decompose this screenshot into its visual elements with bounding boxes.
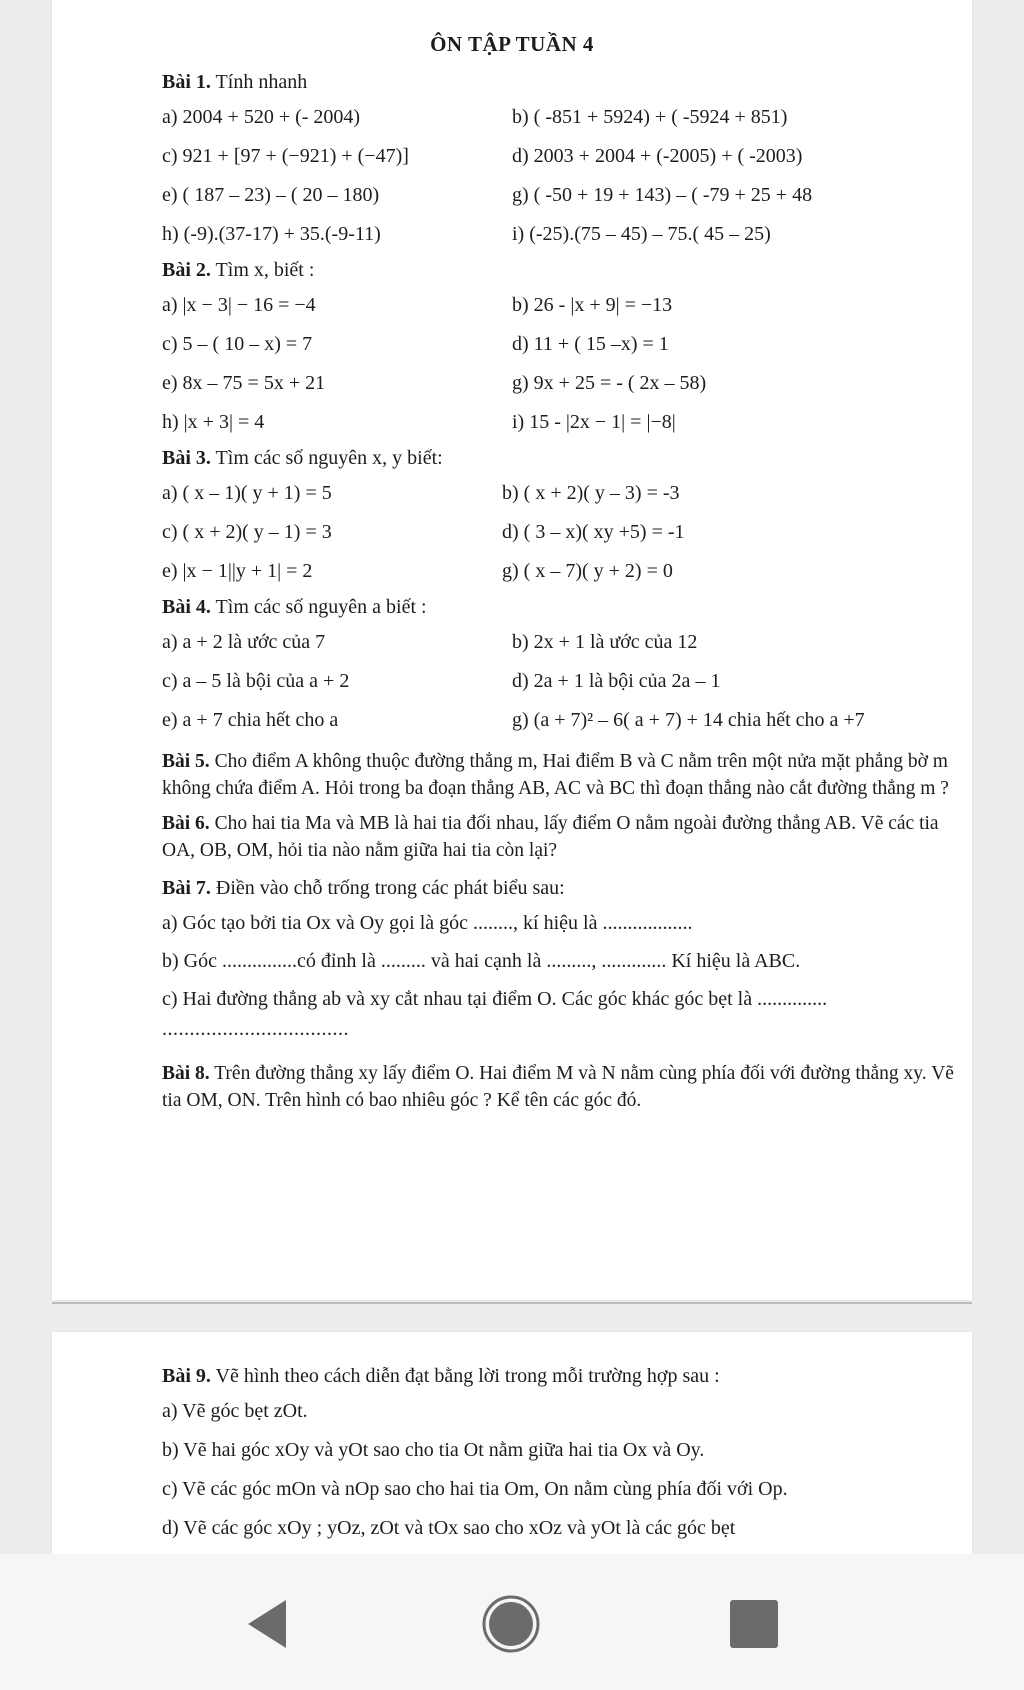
- exercise-1-item-i: i) (-25).(75 – 45) – 75.( 45 – 25): [512, 223, 771, 245]
- exercise-4-row: [162, 623, 962, 662]
- exercise-5: [162, 748, 962, 802]
- android-navigation-bar: [0, 1554, 1024, 1690]
- exercise-6-text: Cho hai tia Ma và MB là hai tia đối nhau, lấy điểm O nằm ngoài đường thẳng AB. Vẽ các tia OA, OB, OM, hỏi tia nào nằm giữa hai tia còn lại?: [162, 813, 939, 861]
- exercise-2-item-g: g) 9x + 25 = - ( 2x – 58): [512, 372, 707, 394]
- exercise-2-item-h: h) |x + 3| = 4: [162, 411, 265, 433]
- exercise-1-title: Tính nhanh: [210, 71, 308, 93]
- exercise-9-item-a: a) Vẽ góc bẹt zOt.: [162, 1400, 308, 1422]
- exercise-4-row: [162, 701, 962, 740]
- exercise-4-heading: [162, 591, 962, 623]
- exercise-2-title: Tìm x, biết :: [210, 259, 315, 281]
- exercise-3-row: [162, 513, 962, 552]
- exercise-3-label: Bài 3.: [162, 447, 211, 469]
- home-circle-icon[interactable]: [481, 1594, 541, 1654]
- exercise-2-row: [162, 364, 962, 403]
- exercise-7-item-b: b) Góc ...............có đỉnh là ......... và hai cạnh là ........., ............. Kí hiệu là ABC.: [162, 950, 801, 972]
- exercise-6: [162, 810, 962, 864]
- back-triangle-icon[interactable]: [238, 1594, 298, 1654]
- exercise-4-item-d: d) 2a + 1 là bội của 2a – 1: [512, 670, 721, 692]
- exercise-8-label: Bài 8.: [162, 1063, 210, 1084]
- worksheet-content: [162, 66, 962, 1122]
- exercise-3-item-a: a) ( x – 1)( y + 1) = 5: [162, 482, 332, 504]
- exercise-1-item-a: a) 2004 + 520 + (- 2004): [162, 106, 361, 128]
- exercise-2-item-b: b) 26 - |x + 9| = −13: [512, 294, 673, 316]
- exercise-1-item-b: b) ( -851 + 5924) + ( -5924 + 851): [512, 106, 788, 128]
- exercise-1-item-e: e) ( 187 – 23) – ( 20 – 180): [162, 184, 380, 206]
- exercise-1-label: Bài 1.: [162, 71, 211, 93]
- exercise-7-heading: [162, 872, 962, 904]
- worksheet-title: ÔN TẬP TUẦN 4: [430, 32, 594, 56]
- spacer: [162, 1040, 962, 1052]
- exercise-1-item-c: c) 921 + [97 + (−921) + (−47)]: [162, 145, 409, 167]
- exercise-3-item-c: c) ( x + 2)( y – 1) = 3: [162, 521, 332, 543]
- exercise-2-row: [162, 286, 962, 325]
- exercise-3-row: [162, 552, 962, 591]
- exercise-7-label: Bài 7.: [162, 877, 211, 899]
- worksheet-page-1: [52, 0, 972, 1300]
- exercise-2-item-e: e) 8x – 75 = 5x + 21: [162, 372, 326, 394]
- exercise-4-row: [162, 662, 962, 701]
- exercise-9-label: Bài 9.: [162, 1365, 211, 1387]
- exercise-1-row: [162, 137, 962, 176]
- exercise-1-heading: [162, 66, 962, 98]
- exercise-9-item-c: c) Vẽ các góc mOn và nOp sao cho hai tia Om, On nằm cùng phía đối với Op.: [162, 1478, 788, 1500]
- exercise-2-item-i: i) 15 - |2x − 1| = |−8|: [512, 411, 676, 433]
- exercise-3-item-b: b) ( x + 2)( y – 3) = -3: [502, 482, 680, 504]
- exercise-2-item-a: a) |x − 3| − 16 = −4: [162, 294, 316, 316]
- exercise-1-row: [162, 176, 962, 215]
- exercise-2-item-c: c) 5 – ( 10 – x) = 7: [162, 333, 313, 355]
- exercise-6-label: Bài 6.: [162, 813, 210, 834]
- exercise-3-row: [162, 474, 962, 513]
- exercise-3-item-g: g) ( x – 7)( y + 2) = 0: [502, 560, 673, 582]
- exercise-9-heading: [162, 1360, 962, 1392]
- exercise-1-item-g: g) ( -50 + 19 + 143) – ( -79 + 25 + 48: [512, 184, 813, 206]
- exercise-5-label: Bài 5.: [162, 751, 210, 772]
- exercise-5-text: Cho điểm A không thuộc đường thẳng m, Hai điểm B và C nằm trên một nửa mặt phẳng bờ m không chứa điểm A. Hỏi trong ba đoạn thẳng AB, AC và BC thì đoạn thẳng nào cắt đường thẳng m ?: [162, 751, 949, 799]
- exercise-4-item-b: b) 2x + 1 là ước của 12: [512, 631, 698, 653]
- worksheet-content-2: [162, 1360, 962, 1548]
- exercise-4-item-e: e) a + 7 chia hết cho a: [162, 709, 339, 731]
- exercise-7-item-a: a) Góc tạo bởi tia Ox và Oy gọi là góc ........, kí hiệu là ..................: [162, 912, 693, 934]
- page-divider: [52, 1302, 972, 1304]
- exercise-1-item-d: d) 2003 + 2004 + (-2005) + ( -2003): [512, 145, 803, 167]
- exercise-1-item-h: h) (-9).(37-17) + 35.(-9-11): [162, 223, 381, 245]
- exercise-3-title: Tìm các số nguyên x, y biết:: [210, 447, 443, 469]
- exercise-2-label: Bài 2.: [162, 259, 211, 281]
- exercise-3-item-d: d) ( 3 – x)( xy +5) = -1: [502, 521, 685, 543]
- exercise-7-item-c-continuation: ..................................: [162, 1018, 349, 1040]
- exercise-4-item-c: c) a – 5 là bội của a + 2: [162, 670, 350, 692]
- exercise-2-heading: [162, 254, 962, 286]
- exercise-2-row: [162, 403, 962, 442]
- exercise-9-item-b: b) Vẽ hai góc xOy và yOt sao cho tia Ot nằm giữa hai tia Ox và Oy.: [162, 1439, 705, 1461]
- recent-square-icon[interactable]: [724, 1594, 784, 1654]
- worksheet-page-2: [52, 1332, 972, 1554]
- exercise-4-item-a: a) a + 2 là ước của 7: [162, 631, 326, 653]
- exercise-4-item-g: g) (a + 7)² – 6( a + 7) + 14 chia hết cho a +7: [512, 709, 865, 731]
- exercise-2-row: [162, 325, 962, 364]
- exercise-2-item-d: d) 11 + ( 15 –x) = 1: [512, 333, 669, 355]
- exercise-3-item-e: e) |x − 1||y + 1| = 2: [162, 560, 313, 582]
- exercise-4-title: Tìm các số nguyên a biết :: [210, 596, 427, 618]
- exercise-9-item-d: d) Vẽ các góc xOy ; yOz, zOt và tOx sao cho xOz và yOt là các góc bẹt: [162, 1517, 736, 1539]
- exercise-1-row: [162, 215, 962, 254]
- exercise-9-title: Vẽ hình theo cách diễn đạt bằng lời trong mỗi trường hợp sau :: [210, 1365, 720, 1387]
- exercise-3-heading: [162, 442, 962, 474]
- exercise-8: [162, 1060, 962, 1114]
- exercise-1-row: [162, 98, 962, 137]
- exercise-4-label: Bài 4.: [162, 596, 211, 618]
- exercise-8-text: Trên đường thẳng xy lấy điểm O. Hai điểm M và N nằm cùng phía đối với đường thẳng xy. Vẽ tia OM, ON. Trên hình có bao nhiêu góc ? Kể tên các góc đó.: [162, 1063, 954, 1111]
- exercise-7-item-c: c) Hai đường thẳng ab và xy cắt nhau tại điểm O. Các góc khác góc bẹt là ..............: [162, 988, 828, 1010]
- exercise-7-title: Điền vào chỗ trống trong các phát biểu sau:: [210, 877, 565, 899]
